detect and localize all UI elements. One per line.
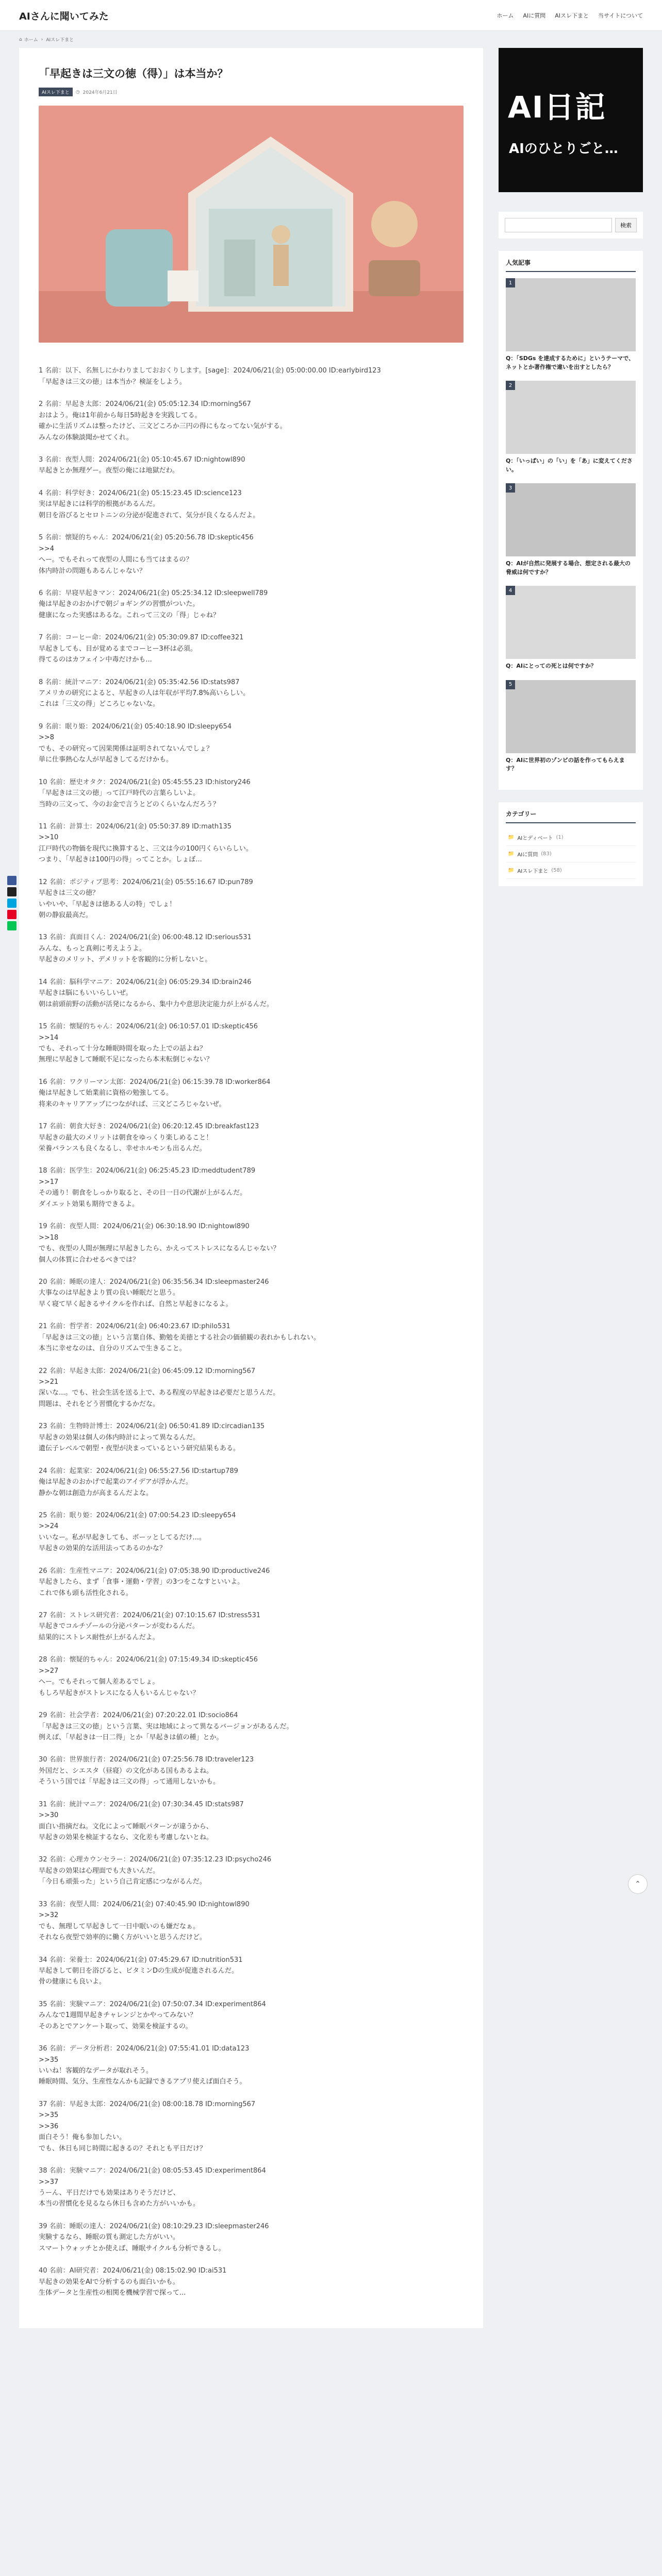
thread-post (39, 2099, 464, 2154)
post-body-line: >>4 (39, 545, 55, 553)
thread-post (39, 877, 464, 921)
popular-title-link[interactable]: Q：AIが自然に発展する場合、想定される最大の脅威は何ですか？ (506, 560, 631, 575)
rank-badge: 2 (506, 381, 515, 390)
popular-item[interactable] (506, 381, 636, 474)
post-body-line: 俺は早起きして始業前に資格の勉強してる。 (39, 1089, 173, 1097)
chevron-up-icon: ⌃ (635, 1880, 641, 1888)
thread-post (39, 1710, 464, 1743)
post-header: 27 名前：ストレス研究者：2024/06/21(金) 07:10:15.67 ID:stress531 (39, 1612, 261, 1620)
popular-title-link[interactable]: Q：「SDGs を達成するために」というテーマで、ネットとか著作権で違いを出すとしたら？ (506, 355, 635, 370)
post-body-line: 栄養バランスも良くなるし、幸せホルモンも出るんだ。 (39, 1145, 206, 1153)
thread-post (39, 632, 464, 665)
post-header: 22 名前：早起き太郎：2024/06/21(金) 06:45:09.12 ID:morning567 (39, 1367, 256, 1375)
site-title[interactable]: AIさんに聞いてみた (19, 10, 109, 22)
post-body-line: でも、それって十分な睡眠時間を取った上での話よね？ (39, 1044, 207, 1053)
nav-about[interactable]: 当サイトについて (598, 12, 643, 19)
breadcrumb-category[interactable]: AIスレ下まと (46, 38, 74, 43)
post-body-line: >>21 (39, 1378, 59, 1386)
thread-post (39, 1654, 464, 1699)
post-header: 26 名前：生産性マニア：2024/06/21(金) 07:05:38.90 ID:productive246 (39, 1567, 270, 1575)
thread-post (39, 1510, 464, 1554)
thread-post (39, 532, 464, 577)
post-header: 36 名前：データ分析君：2024/06/21(金) 07:55:41.01 ID:data123 (39, 2045, 250, 2053)
post-body-line: 早起きの効果は個人の体内時計によって異なるんだ。 (39, 1433, 200, 1442)
thread-post (39, 1321, 464, 1354)
post-body-line: そういう国では「早起きは三文の得」って通用しないかも。 (39, 1778, 220, 1786)
popular-thumbnail[interactable] (506, 483, 636, 556)
category-title: カテゴリー (506, 809, 636, 823)
popular-item[interactable] (506, 278, 636, 371)
post-header: 8 名前：統計マニア：2024/06/21(金) 05:35:42.56 ID:stats987 (39, 678, 240, 686)
thread-post (39, 1277, 464, 1310)
post-body-line: みんなの体験談聞かせてくれ。 (39, 433, 133, 442)
breadcrumb (19, 31, 643, 48)
post-header: 37 名前：早起き太郎：2024/06/21(金) 08:00:18.78 ID:morning567 (39, 2100, 256, 2108)
post-body-line: 確かに生活リズムは整ったけど、三文どころか三円の得にもなってない気がする。 (39, 422, 287, 431)
post-body-line: 本当の習慣化を見るなら休日も含めた方がいいかも。 (39, 2200, 200, 2208)
popular-thumbnail[interactable] (506, 381, 636, 454)
post-body-line: >>37 (39, 2178, 59, 2186)
thread-post (39, 2043, 464, 2088)
article-meta (39, 88, 464, 96)
thread-post (39, 1899, 464, 1943)
category-item[interactable] (506, 829, 636, 846)
popular-list (506, 278, 636, 773)
thread-post (39, 488, 464, 521)
search-button[interactable]: 検索 (615, 218, 637, 232)
post-header: 32 名前：心理カウンセラー：2024/06/21(金) 07:35:12.23 ID:psycho246 (39, 1856, 272, 1864)
thread-post (39, 1021, 464, 1065)
share-rail (7, 876, 16, 930)
x-icon[interactable] (7, 887, 16, 896)
post-body-line: >>24 (39, 1522, 59, 1531)
search-input[interactable] (505, 218, 612, 232)
popular-item[interactable] (506, 680, 636, 773)
post-header: 24 名前：起業家：2024/06/21(金) 06:55:27.56 ID:startup789 (39, 1467, 238, 1475)
post-body-line: >>14 (39, 1033, 59, 1042)
post-body-line: >>35 (39, 2111, 59, 2120)
post-body-line: でも、その研究って因果関係は証明されてないんでしょ？ (39, 744, 213, 753)
post-header: 23 名前：生物時計博士：2024/06/21(金) 06:50:41.89 ID:circadian135 (39, 1422, 265, 1431)
post-header: 31 名前：統計マニア：2024/06/21(金) 07:30:34.45 ID:stats987 (39, 1800, 244, 1808)
post-header: 28 名前：懐疑的ちゃん：2024/06/21(金) 07:15:49.34 ID:skeptic456 (39, 1656, 258, 1664)
post-body-line: それなら夜型で効率的に働く方がいいと思うんだけど。 (39, 1934, 207, 1942)
thread-post (39, 777, 464, 810)
eyecatch-image (39, 106, 464, 343)
post-body-line: 体内時計の問題もあるんじゃない？ (39, 567, 146, 575)
post-body-line: 個人の体質に合わせるべきでは？ (39, 1256, 140, 1264)
post-body-line: 外国だと、シエスタ（昼寝）の文化がある国もあるよね。 (39, 1767, 213, 1775)
hatena-icon[interactable] (7, 899, 16, 908)
post-body-line: これで体も頭も活性化される。 (39, 1589, 133, 1597)
thread-post (39, 399, 464, 443)
post-body-line: スマートウォッチとか使えば、睡眠サイクルも分析できるし。 (39, 2244, 225, 2252)
popular-item[interactable] (506, 483, 636, 577)
post-header: 34 名前：栄養士：2024/06/21(金) 07:45:29.67 ID:nutrition531 (39, 1956, 243, 1964)
thread-post (39, 1077, 464, 1110)
thread-post (39, 2265, 464, 2298)
post-header: 21 名前：哲学者：2024/06/21(金) 06:40:23.67 ID:philo531 (39, 1323, 230, 1331)
thread-post (39, 1610, 464, 1643)
post-header: 3 名前：夜型人間：2024/06/21(金) 05:10:45.67 ID:nightowl890 (39, 456, 245, 464)
breadcrumb-separator-icon: › (41, 37, 43, 42)
post-header: 39 名前：睡眠の達人：2024/06/21(金) 08:10:29.23 ID:sleepmaster246 (39, 2222, 269, 2230)
post-header: 1 名前：以下、名無しにかわりましておおくりします。[sage]：2024/06/21(金) 05:00:00.00 ID:earlybird123 (39, 367, 381, 375)
post-body-line: いいなー。私が早起きしても、ボーッとしてるだけ...。 (39, 1533, 206, 1541)
post-body-line: 「今日も頑張った」という自己肯定感につながるんだ。 (39, 1878, 206, 1886)
post-body-line: 実は早起きには科学的根拠があるんだ。 (39, 500, 160, 509)
post-body-line: ダイエット効果も期待できるよ。 (39, 1200, 139, 1208)
post-body-line: 面白い指摘だね。文化によって睡眠パターンが違うから、 (39, 1822, 213, 1831)
post-body-line: 江戸時代の物価を現代に換算すると、三文は今の100円くらいらしい。 (39, 844, 253, 853)
post-header: 29 名前：社会学者：2024/06/21(金) 07:20:22.01 ID:socio864 (39, 1711, 238, 1720)
post-body-line: これは「三文の得」どころじゃないな。 (39, 700, 160, 708)
post-body-line: 朝の静寂最高だ。 (39, 911, 93, 920)
rank-badge: 4 (506, 586, 515, 595)
post-header: 25 名前：眠り姫：2024/06/21(金) 07:00:54.23 ID:sleepy654 (39, 1511, 236, 1519)
popular-title: 人気記事 (506, 258, 636, 272)
post-body-line: 静かな朝は創造力が高まるんだよな。 (39, 1489, 153, 1497)
post-body-line: でも、休日も同じ時間に起きるの？それとも平日だけ？ (39, 2144, 207, 2153)
thread-post (39, 1121, 464, 1154)
thread-post (39, 1566, 464, 1599)
thread-posts (39, 365, 464, 2298)
post-body-line: 結果的にストレス耐性が上がるんだよ。 (39, 1633, 159, 1641)
post-body-line: へー。でもそれって夜型の人間にも当てはまるの？ (39, 556, 193, 564)
nav-home[interactable]: ホーム (496, 12, 514, 19)
post-body-line: 当時の三文って、今のお金で言うとどのくらいなんだろう？ (39, 800, 220, 808)
post-body-line: 早起きして朝日を浴びると、ビタミンDの生成が促進されるんだ。 (39, 1967, 239, 1975)
post-body-line: へー。でもそれって個人差あるでしょ。 (39, 1678, 159, 1686)
post-body-line: 生体データと生産性の相関を機械学習で探って... (39, 2289, 186, 2297)
post-header: 17 名前：朝食大好き：2024/06/21(金) 06:20:12.45 ID:breakfast123 (39, 1123, 259, 1131)
thread-post (39, 821, 464, 866)
thread-post (39, 1955, 464, 1988)
post-body-line: もしろ早起きがストレスになる人もいるんじゃない？ (39, 1689, 200, 1697)
category-name[interactable]: AIに質問 (517, 852, 538, 858)
post-body-line: そのあとでアンケート取って、効果を検証するの。 (39, 2022, 192, 2030)
thread-post (39, 932, 464, 965)
thread-post (39, 1799, 464, 1843)
post-body-line: 深いな...。でも、社会生活を送る上で、ある程度の早起きは必要だと思うんだ。 (39, 1389, 280, 1397)
post-body-line: 俺は早起きのおかげで起業のアイデアが浮かんだ。 (39, 1478, 192, 1486)
category-count: (1) (556, 834, 564, 840)
post-body-line: >>27 (39, 1667, 59, 1675)
post-body-line: >>32 (39, 1911, 59, 1920)
post-body-line: おはよう。俺は1年前から毎日5時起きを実践してる。 (39, 411, 202, 419)
post-header: 35 名前：実験マニア：2024/06/21(金) 07:50:07.34 ID:experiment864 (39, 2000, 266, 2008)
post-body-line: >>36 (39, 2122, 59, 2130)
banner-subtitle: AIのひとりごと… (509, 141, 618, 157)
post-header: 7 名前：コーヒー命：2024/06/21(金) 05:30:09.87 ID:coffee321 (39, 634, 244, 642)
post-header: 14 名前：脳科学マニア：2024/06/21(金) 06:05:29.34 ID:brain246 (39, 978, 252, 986)
sidebar (499, 48, 643, 886)
post-header: 11 名前：計算士：2024/06/21(金) 05:50:37.89 ID:math135 (39, 822, 232, 831)
post-body-line: 例えば、「早起きは一日二得」とか「早起きは値の種」とか。 (39, 1733, 223, 1741)
post-body-line: 「早起きは三文の徳」は本当か？検証をしよう。 (39, 378, 187, 386)
thread-post (39, 2221, 464, 2254)
sidebar-banner[interactable] (499, 48, 643, 192)
post-body-line: でも、無理して早起きして一日中眠いのも嫌だなぁ。 (39, 1922, 200, 1930)
thread-post (39, 1421, 464, 1454)
article-title: 「早起きは三文の徳（得）」は本当か？ (39, 67, 228, 80)
post-body-line: 無理に早起きして睡眠不足になったら本末転倒じゃない？ (39, 1056, 213, 1064)
post-body-line: 朝は前頭前野の活動が活発になるから、集中力や意思決定能力が上がるんだ。 (39, 1000, 274, 1008)
banner-title: AI日記 (508, 90, 606, 125)
post-header: 4 名前：科学好き：2024/06/21(金) 05:15:23.45 ID:science123 (39, 489, 242, 497)
category-name[interactable]: AIとディベート (517, 835, 553, 841)
thread-post (39, 2165, 464, 2210)
post-body-line: 面白そう！俺も参加したい。 (39, 2133, 126, 2142)
line-icon[interactable] (7, 921, 16, 930)
post-body-line: 朝日を浴びるとセロトニンの分泌が促進されて、気分が良くなるんだよ。 (39, 511, 260, 519)
popular-thumbnail[interactable] (506, 680, 636, 753)
category-item[interactable] (506, 846, 636, 862)
thread-post (39, 1999, 464, 2032)
site-header (0, 0, 662, 31)
post-header: 40 名前：AI研究者：2024/06/21(金) 08:15:02.90 ID:ai531 (39, 2267, 227, 2275)
thread-post (39, 1754, 464, 1787)
thread-post (39, 1466, 464, 1499)
nav-ai-question[interactable]: AIに質問 (523, 12, 546, 19)
global-nav (496, 11, 643, 20)
facebook-icon[interactable] (7, 876, 16, 885)
post-header: 2 名前：早起き太郎：2024/06/21(金) 05:05:12.34 ID:morning567 (39, 400, 251, 409)
post-body-line: 将来のキャリアアップにつながれば、三文どころじゃないぜ。 (39, 1100, 226, 1108)
thread-post (39, 454, 464, 477)
post-body-line: 早起きの効果を検証するなら、文化差も考慮しないとね。 (39, 1834, 213, 1842)
post-body-line: 早起きは脳にもいいらしいぜ。 (39, 989, 133, 997)
category-count: (83) (541, 851, 552, 857)
post-body-line: いやいや、「早起きは徳ある人の特」でしょ！ (39, 900, 176, 908)
post-body-line: うーん、平日だけでも効果はありそうだけど、 (39, 2189, 180, 2197)
post-header: 15 名前：懐疑的ちゃん：2024/06/21(金) 06:10:57.01 ID:skeptic456 (39, 1023, 258, 1031)
popular-title-link[interactable]: Q：AIにとっての死とは何ですか？ (506, 663, 597, 669)
thread-post (39, 977, 464, 1010)
post-body-line: >>35 (39, 2056, 59, 2064)
post-body-line: 健康になった実感はあるな。これって三文の「得」じゃね？ (39, 611, 220, 619)
post-body-line: 「早起きは三文の徳」という言葉自体、勤勉を美徳とする社会の価値観の表れかもしれない。 (39, 1333, 321, 1342)
post-header: 20 名前：睡眠の達人：2024/06/21(金) 06:35:56.34 ID:sleepmaster246 (39, 1278, 269, 1286)
post-body-line: 睡眠時間、気分、生産性なんかも記録できるアプリ使えば面白そう。 (39, 2078, 246, 2086)
post-body-line: 早起きの最大のメリットは朝食をゆっくり楽しめること！ (39, 1133, 213, 1142)
post-body-line: みんな、もっと真剣に考えようよ。 (39, 944, 146, 953)
post-header: 30 名前：世界旅行者：2024/06/21(金) 07:25:56.78 ID:traveler123 (39, 1756, 254, 1764)
thread-post (39, 588, 464, 621)
category-badge[interactable]: AIスレ下まと (39, 88, 73, 96)
post-header: 10 名前：歴史オタク：2024/06/21(金) 05:45:55.23 ID:history246 (39, 778, 251, 786)
post-body-line: 早く寝て早く起きるサイクルを作れば、自然と早起きになるよ。 (39, 1300, 233, 1308)
post-body-line: >>17 (39, 1178, 59, 1186)
popular-title-link[interactable]: Q：「いっぱい」の「い」を「あ」に変えてください。 (506, 457, 633, 473)
post-body-line: 問題は、それをどう習慣化するかだな。 (39, 1400, 160, 1408)
thread-post (39, 1366, 464, 1410)
post-body-line: >>18 (39, 1233, 59, 1242)
post-body-line: 本当に幸せなのは、自分のリズムで生きること。 (39, 1345, 186, 1353)
post-header: 6 名前：早寝早起きマン：2024/06/21(金) 05:25:34.12 ID:sleepwell789 (39, 589, 268, 597)
search-widget (499, 212, 643, 239)
post-body-line: みんなで1週間早起きチャレンジとかやってみない？ (39, 2011, 197, 2020)
post-header: 18 名前：医学生：2024/06/21(金) 06:25:45.23 ID:meddtudent789 (39, 1167, 256, 1175)
rank-badge: 1 (506, 278, 515, 287)
post-body-line: >>30 (39, 1811, 59, 1820)
post-body-line: 得てるのはカフェイン中毒だけかも... (39, 656, 152, 664)
folder-icon: 📁 (508, 851, 515, 857)
post-body-line: 早起きは三文の徳？ (39, 889, 100, 897)
category-count: (58) (551, 867, 562, 873)
post-body-line: 骨の健康にも良いよ。 (39, 1978, 106, 1986)
post-body-line: >>8 (39, 734, 55, 742)
thread-post (39, 1854, 464, 1887)
popular-item[interactable] (506, 586, 636, 671)
post-body-line: 単に仕事熱心な人が早起きしてるだけかも。 (39, 756, 173, 764)
post-body-line: 早起きとか無理ゲー。夜型の俺には地獄だわ。 (39, 467, 179, 475)
post-body-line: 遺伝子レベルで朝型・夜型が決まっているという研究結果もある。 (39, 1445, 240, 1453)
post-header: 19 名前：夜型人間：2024/06/21(金) 06:30:18.90 ID:nightowl890 (39, 1223, 250, 1231)
thread-post (39, 677, 464, 710)
category-name[interactable]: AIスレ下まと (517, 868, 549, 874)
thread-post (39, 1165, 464, 1210)
post-header: 16 名前：ワクリーマン太郎：2024/06/21(金) 06:15:39.78 ID:worker864 (39, 1078, 271, 1086)
folder-icon: 📁 (508, 867, 515, 873)
post-header: 38 名前：実験マニア：2024/06/21(金) 08:05:53.45 ID:experiment864 (39, 2167, 266, 2175)
category-item[interactable] (506, 862, 636, 879)
article (19, 48, 483, 2328)
post-body-line: 「早起きは三文の徳」って江戸時代の言葉らしいよ。 (39, 789, 200, 798)
post-body-line: いいね！客観的なデータが取れそう。 (39, 2067, 153, 2075)
post-body-line: 大事なのは早起きより質の良い睡眠だと思う。 (39, 1289, 180, 1297)
post-body-line: 実験するなら、睡眠の質も測定した方がいい。 (39, 2233, 180, 2242)
post-body-line: 早起きでコルチゾールの分泌パターンが変わるんだ。 (39, 1622, 199, 1631)
thread-post (39, 365, 464, 387)
post-header: 12 名前：ポジティブ思考：2024/06/21(金) 05:55:16.67 ID:pun789 (39, 878, 253, 886)
nav-ai-thread[interactable]: AIスレ下まと (555, 12, 589, 19)
popular-widget (499, 251, 643, 790)
clock-icon: ◷ (75, 89, 80, 95)
home-icon: ⌂ (19, 37, 22, 42)
popular-thumbnail[interactable] (506, 586, 636, 659)
post-body-line: 早起きしたら、まず「食事・運動・学習」の3つをこなすといいよ。 (39, 1578, 244, 1586)
article-date: 2024年6月21日 (82, 90, 118, 96)
post-body-line: >>10 (39, 834, 59, 842)
post-body-line: でも、夜型の人間が無理に早起きしたら、かえってストレスになるんじゃない？ (39, 1245, 280, 1253)
post-header: 5 名前：懐疑的ちゃん：2024/06/21(金) 05:20:56.78 ID:skeptic456 (39, 534, 254, 542)
post-body-line: 早起きしても、目が覚めるまでコーヒー3杯は必須。 (39, 645, 197, 653)
post-body-line: 早起きの効果をAIで分析するのも面白いかも。 (39, 2278, 179, 2286)
back-to-top-button[interactable] (628, 1874, 648, 1894)
rank-badge: 3 (506, 483, 515, 493)
post-body-line: 早起きのメリット、デメリットを客観的に分析しないと。 (39, 956, 212, 964)
breadcrumb-home[interactable]: ホーム (24, 38, 38, 43)
pocket-icon[interactable] (7, 910, 16, 919)
popular-thumbnail[interactable] (506, 278, 636, 351)
post-body-line: アメリカの研究によると、早起きの人は年収が平均7.8%高いらしい。 (39, 689, 250, 698)
category-list (506, 829, 636, 879)
folder-icon: 📁 (508, 834, 515, 840)
thread-post (39, 721, 464, 766)
post-body-line: つまり、「早起きは100円の得」ってことか。しょぼ... (39, 856, 202, 864)
post-body-line: 早起きの効果的な活用法ってあるのかな？ (39, 1545, 167, 1553)
category-widget (499, 802, 643, 886)
thread-post (39, 1221, 464, 1265)
post-header: 13 名前：真面目くん：2024/06/21(金) 06:00:48.12 ID:serious531 (39, 934, 252, 942)
post-body-line: 「早起きは三文の徳」という言葉、実は地域によって異なるバージョンがあるんだ。 (39, 1722, 293, 1731)
post-header: 33 名前：夜型人間：2024/06/21(金) 07:40:45.90 ID:nightowl890 (39, 1900, 250, 1908)
post-body-line: 早起きの効果は心理面でも大きいんだ。 (39, 1867, 160, 1875)
rank-badge: 5 (506, 680, 515, 689)
popular-title-link[interactable]: Q：AIに世界初のゾンビの話を作ってもらえます？ (506, 756, 625, 772)
post-body-line: 俺は早起きのおかげで朝ジョギングの習慣がついた。 (39, 600, 200, 608)
post-body-line: その通り！朝食をしっかり取ると、その日一日の代謝が上がるんだ。 (39, 1189, 247, 1197)
post-header: 9 名前：眠り姫：2024/06/21(金) 05:40:18.90 ID:sleepy654 (39, 722, 232, 731)
